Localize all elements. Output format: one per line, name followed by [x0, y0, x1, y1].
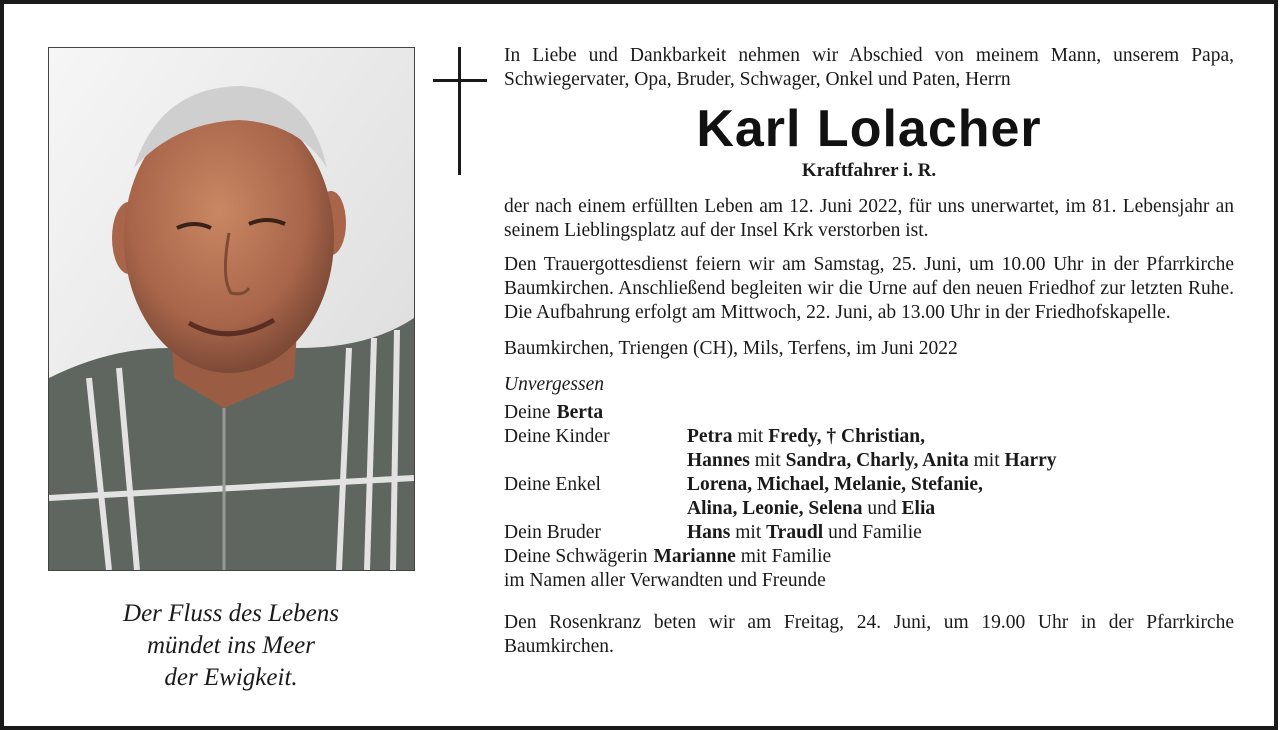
quote-line-1: Der Fluss des Lebens: [123, 600, 339, 627]
sisterinlaw-name: Marianne: [653, 546, 736, 567]
brother-with: mit: [735, 522, 762, 543]
profession: Kraftfahrer i. R.: [801, 160, 937, 181]
mourner-row-brother: [504, 521, 1234, 545]
portrait-photo: [48, 47, 415, 571]
quote: [48, 598, 414, 694]
cross-icon: [458, 47, 461, 175]
sisterinlaw-family: mit Familie: [740, 546, 832, 567]
child-2-with: mit: [754, 450, 781, 471]
brother-name: Hans: [687, 522, 731, 543]
mourner-row-relatives: [504, 569, 1234, 593]
mourner-row-grandchildren: [504, 473, 1234, 497]
mourners-list: [504, 401, 1234, 593]
sisterinlaw-label: Deine Schwägerin: [504, 546, 648, 567]
children-label: Deine Kinder: [504, 426, 610, 447]
grandchildren-line-1: Lorena, Michael, Melanie, Stefanie,: [687, 474, 983, 495]
grandchildren-last: Elia: [901, 498, 936, 519]
quote-line-3: der Ewigkeit.: [164, 664, 298, 691]
wife-name: Berta: [556, 402, 604, 423]
cross-icon-bar: [433, 79, 487, 82]
child-2: Hannes: [687, 450, 750, 471]
death-paragraph: der nach einem erfüllten Leben am 12. Juni 2022, für uns unerwartet, im 81. Lebensjahr an seinem Lieblingsplatz auf der Insel Krk verstorben ist.: [504, 196, 1234, 241]
mourner-row-children: [504, 425, 1234, 449]
child-1-with: mit: [737, 426, 764, 447]
grandchildren-line-2: Alina, Leonie, Selena: [687, 498, 863, 519]
quote-line-2: mündet ins Meer: [146, 632, 316, 659]
child-1-partner: Fredy, † Christian,: [768, 426, 925, 447]
child-2-with-2: mit: [973, 450, 1000, 471]
child-2-partner-2: Harry: [1004, 450, 1057, 471]
child-1: Petra: [687, 426, 733, 447]
grandchildren-label: Deine Enkel: [504, 474, 601, 495]
brother-partner: Traudl: [766, 522, 824, 543]
grandchildren-and: und: [867, 498, 897, 519]
portrait-illustration: [49, 48, 414, 570]
unvergessen-label: Unvergessen: [504, 374, 604, 395]
mourner-row-sisterinlaw: [504, 545, 1234, 569]
deceased-name: Karl Lolacher: [696, 100, 1042, 158]
place-date: Baumkirchen, Triengen (CH), Mils, Terfens, im Juni 2022: [504, 338, 958, 359]
mourner-row-grandchildren-2: [504, 497, 1234, 521]
relatives-text: im Namen aller Verwandten und Freunde: [504, 570, 826, 591]
text-column: [504, 44, 1234, 659]
rosary-paragraph: Den Rosenkranz beten wir am Freitag, 24. Juni, um 19.00 Uhr in der Pfarrkirche Baumkirchen.: [504, 612, 1234, 657]
child-2-partners: Sandra, Charly, Anita: [785, 450, 969, 471]
mourner-row-children-2: [504, 449, 1234, 473]
intro-text: In Liebe und Dankbarkeit nehmen wir Abschied von meinem Mann, unserem Papa, Schwiegervater, Opa, Bruder, Schwager, Onkel und Paten, Herrn: [504, 45, 1234, 90]
wife-label: Deine: [504, 402, 551, 423]
brother-family: und Familie: [828, 522, 922, 543]
service-paragraph: Den Trauergottesdienst feiern wir am Samstag, 25. Juni, um 10.00 Uhr in der Pfarrkirche Baumkirchen. Anschließend begleiten wir die Urne auf den neuen Friedhof zur letzten Ruhe. Die Aufbahrung erfolgt am Mittwoch, 22. Juni, ab 13.00 Uhr in der Friedhofskapelle.: [504, 254, 1234, 323]
brother-label: Dein Bruder: [504, 522, 601, 543]
mourner-row-wife: [504, 401, 1234, 425]
